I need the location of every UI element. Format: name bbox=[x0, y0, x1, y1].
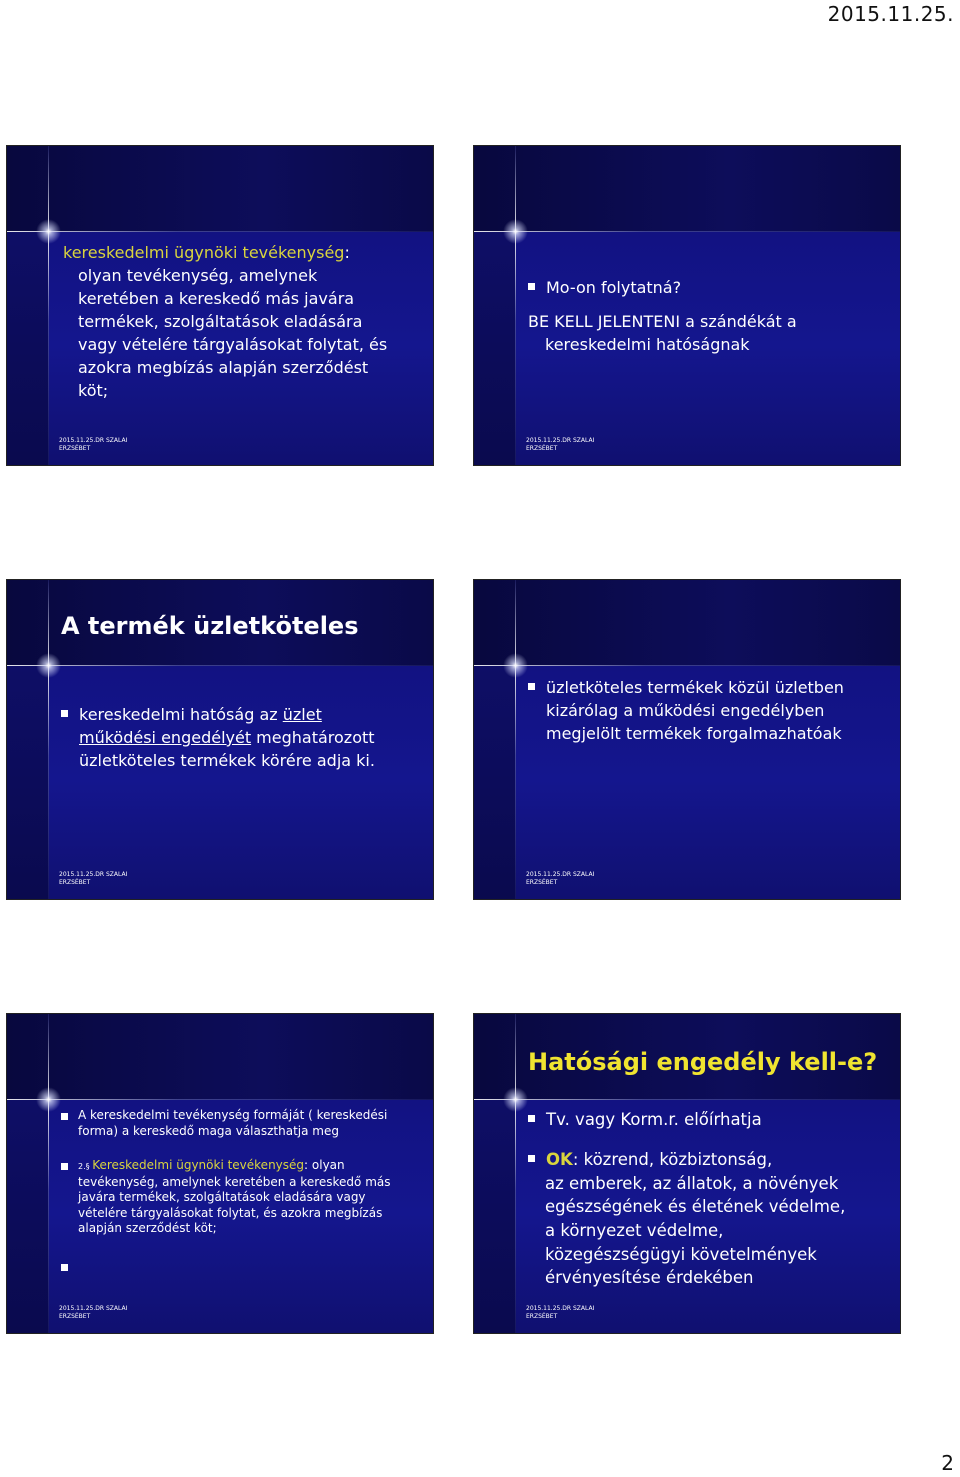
definition-colon: : bbox=[344, 243, 350, 262]
bullet-item: A kereskedelmi tevékenység formáját ( kereskedési forma) a kereskedő maga választhatja meg bbox=[61, 1108, 411, 1139]
bullet-item bbox=[528, 1148, 893, 1171]
slide-vertical-line bbox=[48, 1014, 49, 1333]
bullet-item bbox=[61, 1158, 411, 1237]
condition-line: a környezet védelme, bbox=[545, 1221, 724, 1240]
slide-footer bbox=[526, 1305, 606, 1321]
footer-name: ERZSÉBET bbox=[59, 879, 91, 886]
slide-footer bbox=[526, 871, 606, 887]
slide-vertical-line bbox=[515, 146, 516, 465]
sparkle-icon bbox=[503, 219, 528, 244]
bullet-item: Tv. vagy Korm.r. előírhatja bbox=[528, 1108, 893, 1131]
footer-name: ERZSÉBET bbox=[59, 445, 91, 452]
footer-name: ERZSÉBET bbox=[526, 1313, 558, 1320]
text-run: : közrend, közbiztonság, bbox=[572, 1150, 773, 1169]
slide-horizontal-line bbox=[7, 665, 433, 666]
definition-line: köt; bbox=[78, 381, 109, 400]
definition-colon: : bbox=[304, 1158, 309, 1172]
slide-3-text bbox=[61, 703, 421, 772]
bullet-item: üzletköteles termékek közül üzletben kizárólag a működési engedélyben megjelölt termékek forgalmazhatóak bbox=[528, 676, 848, 745]
slide-horizontal-line bbox=[474, 1099, 900, 1100]
footer-date-author: 2015.11.25.DR SZALAI bbox=[526, 871, 595, 878]
footer-date-author: 2015.11.25.DR SZALAI bbox=[526, 1305, 595, 1312]
slide-vertical-line bbox=[48, 146, 49, 465]
sparkle-icon bbox=[36, 1087, 61, 1112]
slide-left-band bbox=[7, 232, 49, 465]
definition-line: keretében a kereskedő más javára bbox=[78, 289, 355, 308]
definition-term: kereskedelmi ügynöki tevékenység bbox=[63, 243, 345, 262]
slide-5-text bbox=[61, 1108, 411, 1274]
slide-1 bbox=[6, 145, 434, 466]
text-run: meghatározott bbox=[251, 728, 375, 747]
slide-vertical-line bbox=[48, 580, 49, 899]
condition-line: egészségének és életének védelme, bbox=[545, 1197, 846, 1216]
sparkle-icon bbox=[36, 653, 61, 678]
slide-left-band bbox=[474, 666, 516, 899]
definition-line: olyan tevékenység, amelynek bbox=[78, 266, 318, 285]
slide-footer bbox=[59, 1305, 139, 1321]
slide-top-band bbox=[7, 1014, 433, 1100]
report-line-2: kereskedelmi hatóságnak bbox=[545, 335, 750, 354]
slide-left-band bbox=[474, 1100, 516, 1333]
text-run: kereskedelmi hatóság az bbox=[79, 705, 283, 724]
slide-title: Hatósági engedély kell-e? bbox=[528, 1048, 878, 1076]
definition-body bbox=[63, 264, 428, 402]
header-date: 2015.11.25. bbox=[827, 2, 954, 26]
slide-2 bbox=[473, 145, 901, 466]
condition-line: érvényesítése érdekében bbox=[545, 1268, 754, 1287]
page-number: 2 bbox=[941, 1451, 954, 1475]
slide-top-band bbox=[474, 580, 900, 666]
slide-top-band bbox=[7, 146, 433, 232]
definition-term: Kereskedelmi ügynöki tevékenység bbox=[92, 1158, 305, 1172]
slide-horizontal-line bbox=[7, 231, 433, 232]
slide-title: A termék üzletköteles bbox=[61, 612, 359, 640]
slide-3 bbox=[6, 579, 434, 900]
slide-1-text bbox=[63, 241, 428, 402]
slide-6 bbox=[473, 1013, 901, 1334]
ok-term: OK bbox=[546, 1150, 573, 1169]
slide-4 bbox=[473, 579, 901, 900]
slide-vertical-line bbox=[515, 1014, 516, 1333]
condition-line: közegészségügyi követelmények bbox=[545, 1245, 817, 1264]
slide-footer bbox=[59, 437, 139, 453]
text-run: üzletköteles termékek körére adja ki. bbox=[79, 751, 375, 770]
sparkle-icon bbox=[36, 219, 61, 244]
slide-top-band bbox=[474, 146, 900, 232]
slide-4-text bbox=[528, 676, 848, 745]
condition-line: az emberek, az állatok, a növények bbox=[545, 1174, 839, 1193]
slide-footer bbox=[526, 437, 606, 453]
bullet-item bbox=[61, 703, 421, 772]
slide-5 bbox=[6, 1013, 434, 1334]
underlined-text: üzlet bbox=[282, 705, 322, 724]
slide-horizontal-line bbox=[7, 1099, 433, 1100]
definition-line: termékek, szolgáltatások eladására bbox=[78, 312, 363, 331]
footer-date-author: 2015.11.25.DR SZALAI bbox=[59, 871, 128, 878]
definition-line: azokra megbízás alapján szerződést bbox=[78, 358, 369, 377]
sparkle-icon bbox=[503, 1087, 528, 1112]
slide-6-text bbox=[528, 1108, 893, 1289]
footer-name: ERZSÉBET bbox=[59, 1313, 91, 1320]
footer-name: ERZSÉBET bbox=[526, 445, 558, 452]
slide-left-band bbox=[7, 666, 49, 899]
underlined-text: működési engedélyét bbox=[79, 728, 252, 747]
definition-line: vagy vételére tárgyalásokat folytat, és bbox=[78, 335, 388, 354]
slide-vertical-line bbox=[515, 580, 516, 899]
footer-name: ERZSÉBET bbox=[526, 879, 558, 886]
footer-date-author: 2015.11.25.DR SZALAI bbox=[59, 1305, 128, 1312]
bullet-item: Mo-on folytatná? bbox=[528, 276, 888, 299]
definition-body: olyan tevékenység, amelynek keretében a kereskedő más javára termékek, szolgáltatások eladására vagy vételére tárgyalásokat folytat, és azokra megbízás alapján szerződést köt; bbox=[78, 1158, 391, 1235]
sparkle-icon bbox=[503, 653, 528, 678]
slide-left-band bbox=[474, 232, 516, 465]
empty-bullet-item bbox=[61, 1259, 411, 1274]
slide-horizontal-line bbox=[474, 231, 900, 232]
slide-horizontal-line bbox=[474, 665, 900, 666]
footer-date-author: 2015.11.25.DR SZALAI bbox=[526, 437, 595, 444]
definition-heading bbox=[63, 241, 428, 264]
report-line-1: BE KELL JELENTENI a szándékát a bbox=[528, 312, 797, 331]
conditions-list bbox=[528, 1172, 893, 1289]
slide-left-band bbox=[7, 1100, 49, 1333]
paragraph-number: 2.§ bbox=[78, 1162, 93, 1171]
footer-date-author: 2015.11.25.DR SZALAI bbox=[59, 437, 128, 444]
slide-footer bbox=[59, 871, 139, 887]
slide-2-text bbox=[528, 276, 888, 356]
